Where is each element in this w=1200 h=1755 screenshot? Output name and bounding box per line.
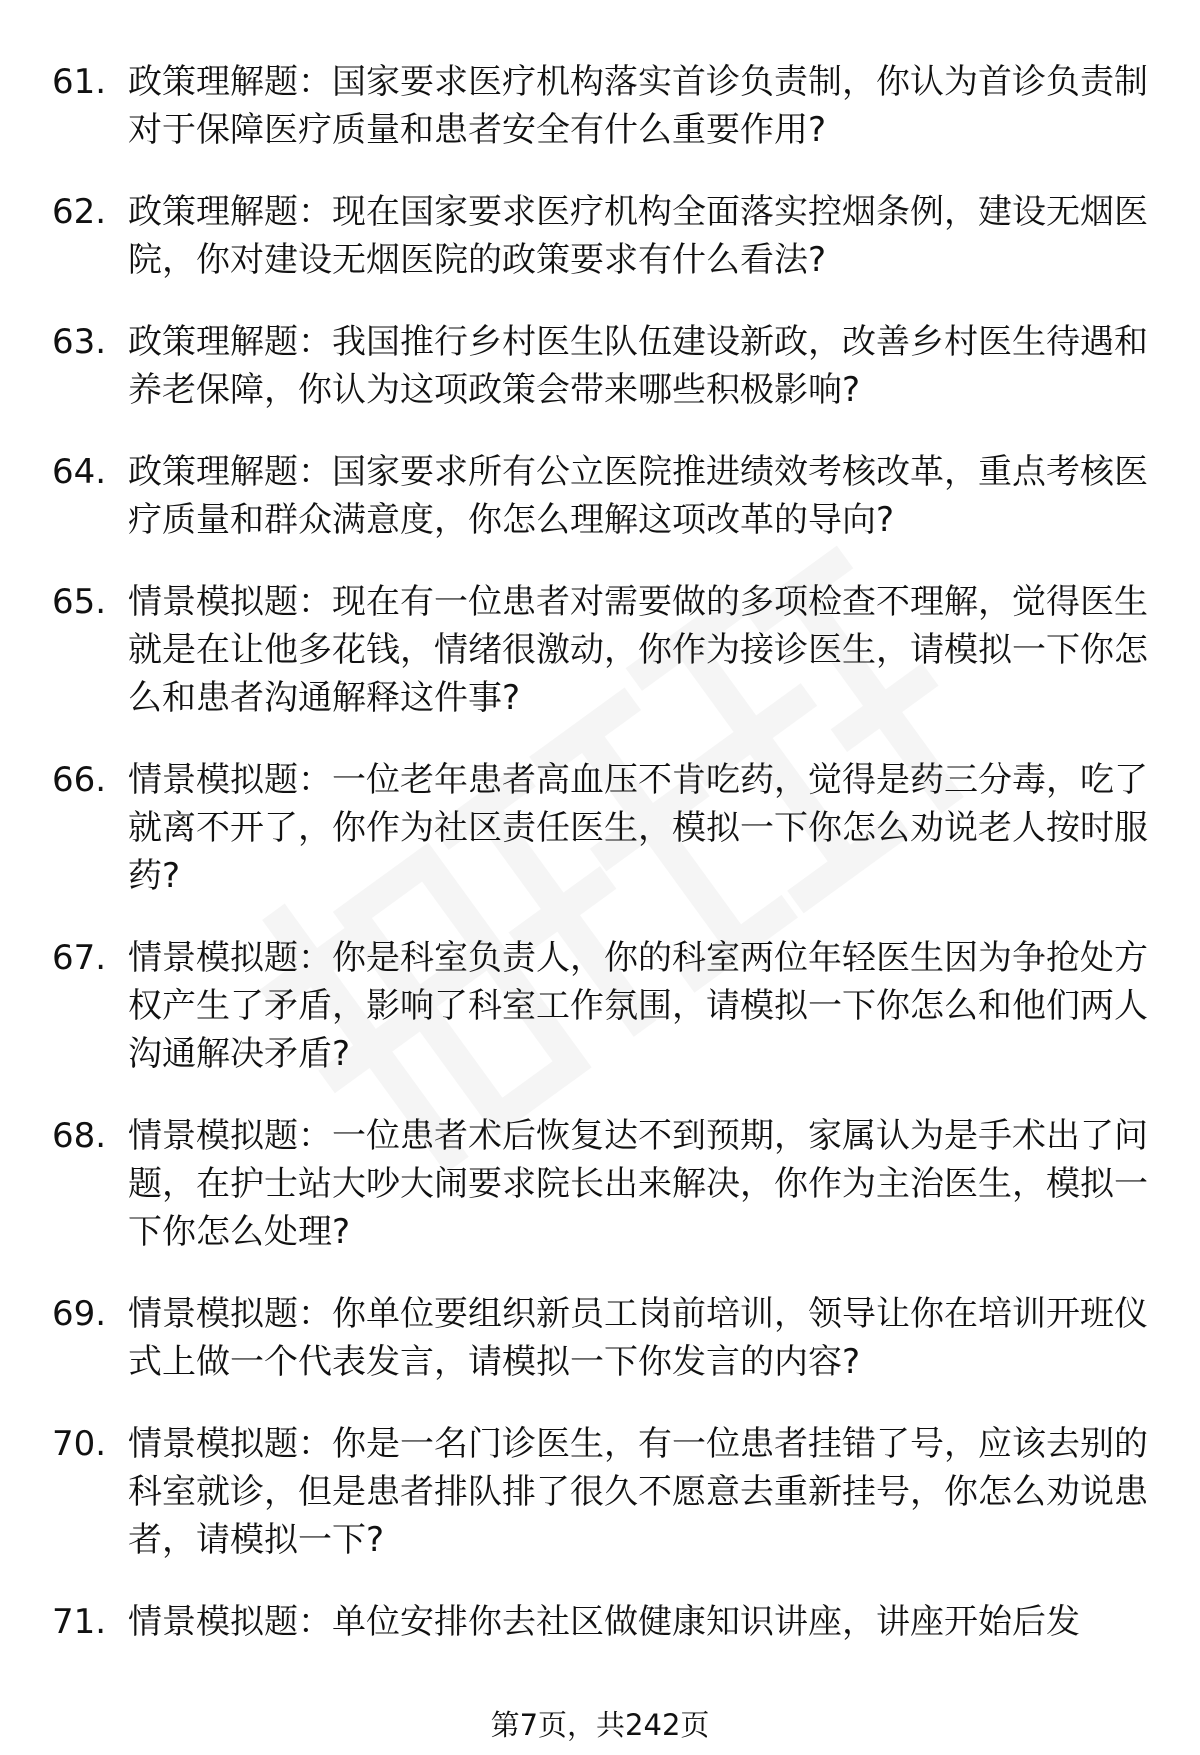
question-text: 政策理解题：现在国家要求医疗机构全面落实控烟条例，建设无烟医院，你对建设无烟医院的政策要求有什么看法?	[128, 192, 1148, 280]
question-text: 政策理解题：我国推行乡村医生队伍建设新政，改善乡村医生待遇和养老保障，你认为这项政策会带来哪些积极影响?	[128, 322, 1148, 410]
question-text: 情景模拟题：一位老年患者高血压不肯吃药，觉得是药三分毒，吃了就离不开了，你作为社区责任医生，模拟一下你怎么劝说老人按时服药?	[128, 760, 1148, 896]
question-number: 63.	[52, 322, 107, 362]
question-number: 64.	[52, 452, 107, 492]
question-item-65	[52, 578, 1152, 722]
question-number: 69.	[52, 1294, 107, 1334]
question-item-61	[52, 58, 1152, 154]
page-footer: 第7页，共242页	[490, 1708, 710, 1742]
question-number: 68.	[52, 1116, 107, 1156]
question-item-69	[52, 1290, 1152, 1386]
question-number: 61.	[52, 62, 107, 102]
question-item-71	[52, 1598, 1152, 1646]
question-text: 政策理解题：国家要求所有公立医院推进绩效考核改革，重点考核医疗质量和群众满意度，你怎么理解这项改革的导向?	[128, 452, 1148, 540]
question-text: 情景模拟题：一位患者术后恢复达不到预期，家属认为是手术出了问题，在护士站大吵大闹要求院长出来解决，你作为主治医生，模拟一下你怎么处理?	[128, 1116, 1148, 1252]
question-text: 政策理解题：国家要求医疗机构落实首诊负责制，你认为首诊负责制对于保障医疗质量和患者安全有什么重要作用?	[128, 62, 1148, 150]
question-text: 情景模拟题：你是一名门诊医生，有一位患者挂错了号，应该去别的科室就诊，但是患者排队排了很久不愿意去重新挂号，你怎么劝说患者，请模拟一下?	[128, 1424, 1148, 1560]
question-item-67	[52, 934, 1152, 1078]
question-list	[52, 58, 1152, 1680]
question-item-68	[52, 1112, 1152, 1256]
question-number: 71.	[52, 1602, 107, 1642]
question-text: 情景模拟题：你是科室负责人，你的科室两位年轻医生因为争抢处方权产生了矛盾，影响了科室工作氛围，请模拟一下你怎么和他们两人沟通解决矛盾?	[128, 938, 1148, 1074]
question-item-64	[52, 448, 1152, 544]
question-number: 66.	[52, 760, 107, 800]
question-text: 情景模拟题：你单位要组织新员工岗前培训，领导让你在培训开班仪式上做一个代表发言，请模拟一下你发言的内容?	[128, 1294, 1148, 1382]
question-text: 情景模拟题：现在有一位患者对需要做的多项检查不理解，觉得医生就是在让他多花钱，情绪很激动，你作为接诊医生，请模拟一下你怎么和患者沟通解释这件事?	[128, 582, 1148, 718]
question-item-62	[52, 188, 1152, 284]
question-text: 情景模拟题：单位安排你去社区做健康知识讲座，讲座开始后发	[128, 1602, 1080, 1642]
question-number: 70.	[52, 1424, 107, 1464]
question-number: 67.	[52, 938, 107, 978]
question-item-70	[52, 1420, 1152, 1564]
question-item-63	[52, 318, 1152, 414]
question-item-66	[52, 756, 1152, 900]
question-number: 62.	[52, 192, 107, 232]
question-number: 65.	[52, 582, 107, 622]
